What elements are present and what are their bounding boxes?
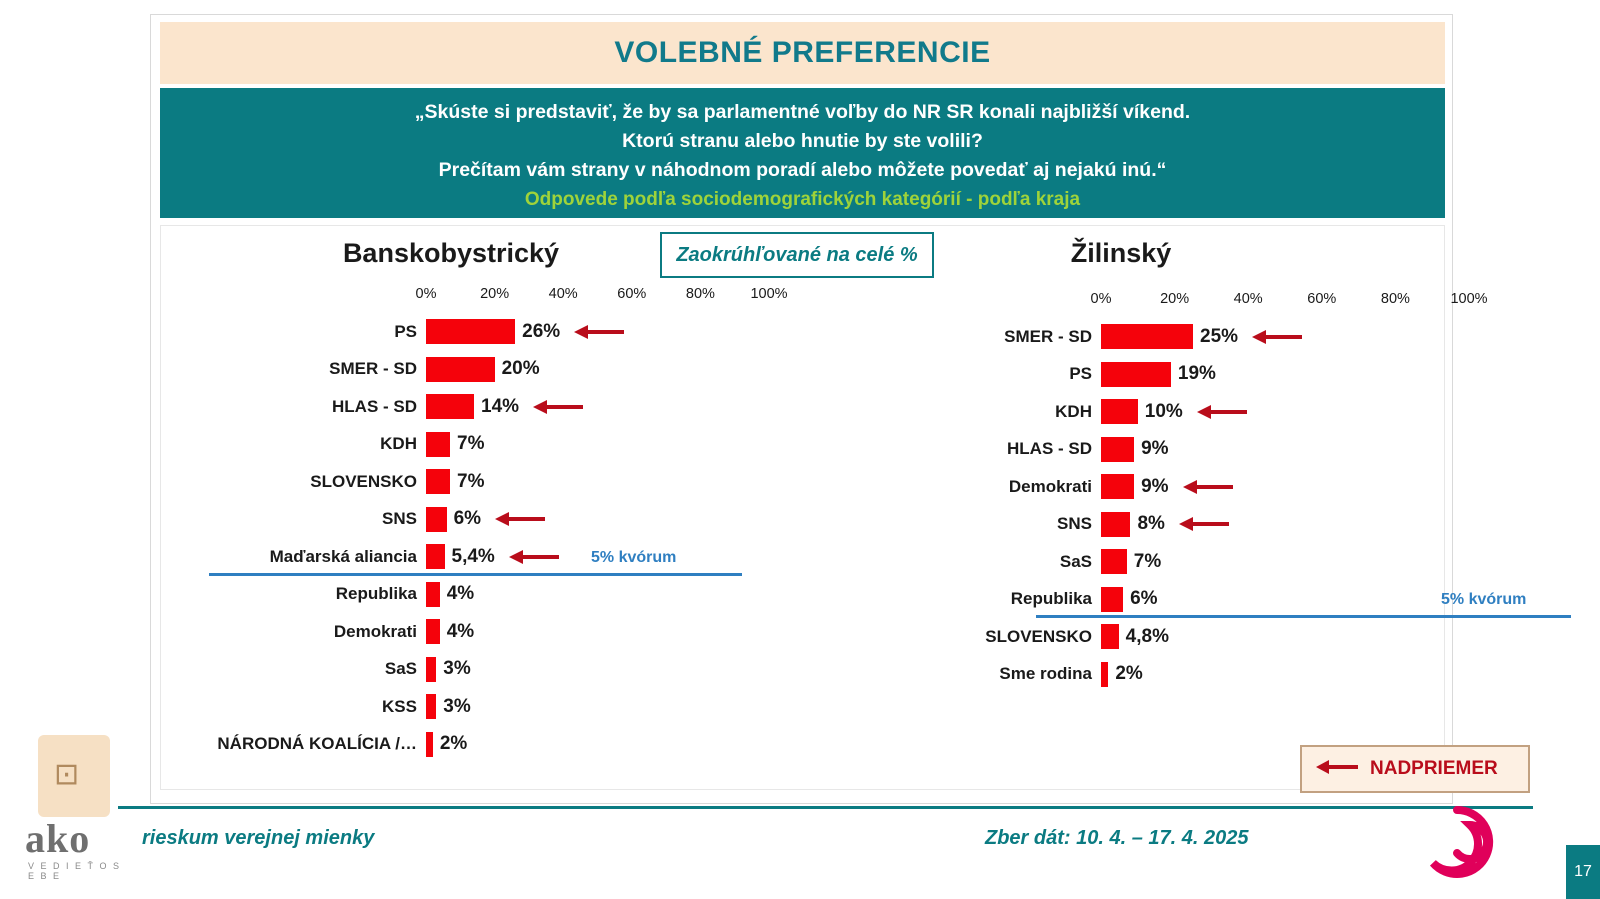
bar-value-label: 25% xyxy=(1200,325,1239,347)
footer-date: Zber dát: 10. 4. – 17. 4. 2025 xyxy=(985,827,1249,849)
quorum-line-left xyxy=(209,573,742,576)
bar-category-label: SaS xyxy=(384,659,417,679)
quorum-label-right: 5% kvórum xyxy=(1441,591,1527,608)
above-average-arrow-icon xyxy=(533,399,585,415)
axis-tick: 60% xyxy=(617,286,647,302)
axis-tick: 40% xyxy=(548,286,578,302)
bar-row xyxy=(382,688,769,726)
bar-rows-right xyxy=(985,318,1469,693)
bar-value-label: 9% xyxy=(1141,438,1169,460)
bar-value-label: 9% xyxy=(1141,475,1169,497)
quorum-line-right xyxy=(1036,615,1571,618)
bar-value-label: 3% xyxy=(443,695,471,717)
bar-row xyxy=(332,388,769,426)
axis-tick: 40% xyxy=(1233,291,1263,307)
chart-panel-banskobystricky xyxy=(181,226,801,789)
bar-value-label: 7% xyxy=(1133,550,1162,572)
bar-category-label: KDH xyxy=(1055,401,1092,421)
axis-tick: 20% xyxy=(1160,291,1190,307)
bar xyxy=(1101,324,1193,349)
bar-row xyxy=(335,576,769,614)
bar xyxy=(426,469,450,494)
axis-tick: 0% xyxy=(415,286,437,302)
charts-container xyxy=(160,225,1527,790)
bar xyxy=(426,657,436,682)
bar xyxy=(1101,662,1108,687)
bar-value-label: 26% xyxy=(522,320,561,342)
bar-rows-left xyxy=(217,313,769,763)
spiral-icon xyxy=(1420,805,1494,879)
spiral-logo xyxy=(1420,805,1494,879)
question-banner xyxy=(160,88,1445,218)
bar-category-label: SNS xyxy=(1057,514,1092,534)
bar-value-label: 19% xyxy=(1177,363,1216,385)
bar xyxy=(1101,362,1171,387)
bar-row xyxy=(382,501,769,539)
axis-tick: 60% xyxy=(1307,291,1337,307)
bar-value-label: 4% xyxy=(446,583,475,605)
legend-nadpriemer xyxy=(1300,745,1530,793)
bar-category-label: Demokrati xyxy=(1008,476,1092,496)
footer-left-text: rieskum verejnej mienky xyxy=(142,827,375,849)
axis-tick: 80% xyxy=(1380,291,1410,307)
bar-category-label: NÁRODNÁ KOALÍCIA /… xyxy=(217,734,417,754)
bar-row xyxy=(333,613,769,651)
bar-row xyxy=(1057,506,1469,544)
x-axis-left xyxy=(415,286,788,306)
question-subtitle: Odpovede podľa sociodemografických kategórií - podľa kraja xyxy=(524,189,1081,210)
bar xyxy=(1101,587,1123,612)
bar-value-label: 2% xyxy=(439,733,468,755)
bar xyxy=(426,619,440,644)
bar xyxy=(1101,549,1127,574)
axis-tick: 100% xyxy=(1450,291,1488,307)
bar-row xyxy=(1007,431,1469,469)
bar xyxy=(1101,512,1130,537)
bar-value-label: 4% xyxy=(446,620,475,642)
bar-row xyxy=(1069,356,1469,394)
bar-value-label: 2% xyxy=(1115,663,1143,685)
bar-category-label: SaS xyxy=(1059,551,1092,571)
bar-row xyxy=(1010,581,1469,619)
bar-row xyxy=(329,351,769,389)
bar xyxy=(426,394,474,419)
axis-tick: 0% xyxy=(1090,291,1112,307)
bar-row xyxy=(1008,468,1469,506)
bar-category-label: Republika xyxy=(335,584,417,604)
above-average-arrow-icon xyxy=(1252,329,1304,345)
bar-value-label: 10% xyxy=(1144,400,1183,422)
bar-category-label: SLOVENSKO xyxy=(985,626,1092,646)
bar-category-label: KSS xyxy=(382,696,417,716)
bar xyxy=(426,732,433,757)
question-line-3: Prečítam vám strany v náhodnom poradí alebo môžete povedať aj nejakú inú.“ xyxy=(438,159,1167,181)
bar-value-label: 6% xyxy=(453,508,482,530)
bar-row xyxy=(999,656,1469,694)
bar xyxy=(426,582,440,607)
above-average-arrow-icon xyxy=(1179,516,1231,532)
bar-row xyxy=(1055,393,1469,431)
above-average-arrow-icon xyxy=(509,549,561,565)
bar-row xyxy=(985,618,1469,656)
bar-value-label: 7% xyxy=(457,433,485,455)
chart-title-left: Banskobystrický xyxy=(342,238,560,268)
bar xyxy=(426,357,495,382)
bar-category-label: Maďarská aliancia xyxy=(269,546,417,566)
axis-tick: 80% xyxy=(685,286,715,302)
bar-category-label: KDH xyxy=(380,434,417,454)
logo-tagline: V E D I E Ť O S E B E xyxy=(28,861,122,881)
logo-wordmark: ako xyxy=(25,816,91,861)
bar-value-label: 20% xyxy=(501,358,540,380)
bar xyxy=(1101,399,1138,424)
rounding-note: Zaokrúhľované na celé % xyxy=(660,232,934,278)
bar-category-label: SNS xyxy=(382,509,417,529)
bar xyxy=(426,319,515,344)
bar-value-label: 3% xyxy=(443,658,471,680)
bar-row xyxy=(310,463,769,501)
bar-category-label: SLOVENSKO xyxy=(310,471,417,491)
bar-category-label: SMER - SD xyxy=(1004,326,1092,346)
question-line-2: Ktorú stranu alebo hnutie by ste volili? xyxy=(622,130,983,152)
bar-value-label: 8% xyxy=(1137,513,1165,535)
page-number: 17 xyxy=(1566,845,1600,899)
bar-row xyxy=(380,426,769,464)
bar-row xyxy=(1004,318,1469,356)
bar-row xyxy=(384,651,769,689)
x-axis-right xyxy=(1090,291,1488,311)
page-title: VOLEBNÉ PREFERENCIE xyxy=(614,36,991,69)
bar xyxy=(426,694,436,719)
bar-category-label: HLAS - SD xyxy=(1007,439,1092,459)
bar xyxy=(1101,437,1134,462)
bar xyxy=(1101,624,1119,649)
above-average-arrow-icon xyxy=(495,511,547,527)
bar-category-label: Republika xyxy=(1010,589,1092,609)
chart-panel-zilinsky xyxy=(801,226,1527,789)
bar xyxy=(426,507,447,532)
bar xyxy=(426,544,445,569)
bar xyxy=(426,432,450,457)
above-average-arrow-icon xyxy=(1183,479,1235,495)
bar-category-label: PS xyxy=(1069,364,1092,384)
ako-logo xyxy=(20,735,130,881)
bar-row xyxy=(1059,543,1469,581)
bar-category-label: Demokrati xyxy=(333,621,417,641)
footer-divider xyxy=(118,806,1533,809)
axis-tick: 100% xyxy=(750,286,788,302)
axis-tick: 20% xyxy=(480,286,510,302)
bar-category-label: SMER - SD xyxy=(329,359,417,379)
quorum-label-left: 5% kvórum xyxy=(591,548,677,566)
bar-value-label: 5,4% xyxy=(451,545,495,567)
bar-category-label: Sme rodina xyxy=(999,664,1092,684)
bar xyxy=(1101,474,1134,499)
chart-title-right: Žilinský xyxy=(1070,238,1172,268)
question-line-1: „Skúste si predstaviť, že by sa parlamentné voľby do NR SR konali najbližší víkend. xyxy=(414,101,1191,123)
arrow-left-icon xyxy=(1316,758,1360,781)
bar-value-label: 14% xyxy=(481,395,520,417)
bar-value-label: 7% xyxy=(457,470,485,492)
bar-category-label: PS xyxy=(394,321,417,341)
bar-category-label: HLAS - SD xyxy=(332,396,417,416)
above-average-arrow-icon xyxy=(1197,404,1249,420)
bar-row xyxy=(394,313,769,351)
logo-glyph-icon: ⊡ xyxy=(54,757,80,792)
above-average-arrow-icon xyxy=(574,324,626,340)
legend-label: NADPRIEMER xyxy=(1370,758,1498,779)
bar-value-label: 6% xyxy=(1130,588,1158,610)
bar-value-label: 4,8% xyxy=(1125,625,1169,647)
bar-row xyxy=(217,726,769,764)
title-banner xyxy=(160,22,1445,84)
